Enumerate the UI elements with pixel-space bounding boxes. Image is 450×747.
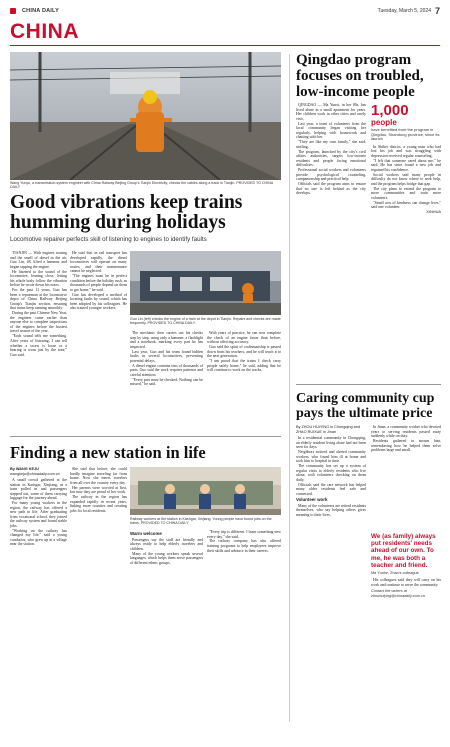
section-subhead: Warm welcome — [130, 531, 162, 536]
paragraph: Officials said the program aims to ensure that no one is left behind as the city develops. — [296, 182, 366, 196]
quote-text: We (as family) always put residents' needs ahead of our own. To me, he was both a teacher and friend. — [371, 533, 436, 569]
right-headline-2: Caring community cup pays the ultimate price — [296, 391, 435, 421]
paragraph: The community has set up a system of regular visits to elderly residents who live alone, with volunteers checking on them daily. — [296, 464, 366, 482]
paragraph: Last year, a team of volunteers from the local community began visiting her regularly, helping with housework and chatting with her. — [296, 121, 366, 140]
paragraph: He said that as rail transport has developed rapidly, the diesel locomotives still operate on many routes, and their maintenance cannot be neglected. — [70, 251, 127, 274]
paragraph: Last year, Guo and his team found hidden faults in several locomotives, preventing potential delays. — [130, 349, 203, 363]
byline-email: wangkeju@chinadaily.com.cn — [10, 471, 60, 476]
right-story2-col1 — [296, 425, 366, 518]
inset-photo — [130, 251, 281, 315]
paragraph: TIANJIN — With engines roaring and the smell of diesel in the air, Guo Lin, 48, lifted a hammer and began tapping the engine. — [10, 251, 67, 269]
paragraph: Guo said the spirit of craftsmanship is passed down from his teachers, and he will teach it to the next generation. — [207, 345, 281, 359]
inset-caption: Guo Lin (left) checks the engine of a train at the depot in Tianjin. Repairs and checks are made frequently. PROVIDED TO CHINA DAILY — [130, 317, 281, 326]
issue-date: Tuesday, March 5, 2024 — [377, 8, 431, 14]
paragraph: The railway in the region has expanded rapidly in recent years, linking more counties and creating jobs for local residents. — [70, 495, 127, 513]
right-story1-col2 — [371, 103, 441, 215]
paragraph: For many young workers in the region, the railway has offered a new path in life. After graduating from vocational school, they joined the railway system and found stable jobs. — [10, 501, 67, 528]
paragraph: Passengers say the staff are friendly and always ready to help elderly travelers and children. — [130, 537, 203, 551]
section-divider — [10, 45, 440, 46]
paragraph: Guo has developed a method of locating faults by sound, which has been adopted by his colleagues. He also trained younger workers. — [70, 292, 127, 311]
byline: By ZHOU HUIYING in Chongqing and ZHAO RUIXUE in Jinan — [296, 425, 360, 434]
paragraph: With years of practice, he can now complete the check of an engine faster than before, without affecting accuracy. — [207, 331, 281, 345]
hero-caption: Wang Yunyu, a transmission-system engineer with China Railway Beijing Group's Tianjin Electricity, checks the cables along a track in Tianjin. PROVIDED TO CHINA DAILY — [10, 181, 273, 190]
paragraph: Social workers said many people in difficulty do not know where to seek help, and the program helps bridge that gap. — [371, 172, 441, 186]
right-story1-col1 — [296, 103, 366, 196]
main-headline: Good vibrations keep trains humming during holidays — [10, 192, 243, 233]
paragraph: The railway company has also offered training programs to help employees improve their skills and advance in their careers. — [207, 539, 281, 553]
paragraph: In Shibei district, a young man who had lost his job and was struggling with depression received regular counseling. — [371, 144, 441, 158]
paragraph: Residents gathered to mourn him, remembering how he helped them solve problems large and small. — [371, 439, 441, 453]
china-daily-logo-icon — [10, 8, 16, 14]
stat-unit: people — [371, 118, 397, 127]
paragraph: "I am proud that the trains I check carry people safely home," he said, adding that he will continue to work on the tracks. — [207, 359, 281, 373]
paragraph: Officials said the care network has helped many older residents feel safe and connected. — [296, 482, 366, 496]
paragraph: "Each sound tells me something. After years of listening, I can tell whether a screw is loose or a bearing is worn just by the tone," Guo said. — [10, 334, 67, 357]
stat-callout — [371, 103, 441, 142]
paragraph: "Small acts of kindness can change lives," said one volunteer. — [371, 200, 441, 210]
paragraph: A small crowd gathered at the station in Kashgar, Xinjiang, as a train pulled in and passengers stepped out, some of them carrying luggage for the journey ahead. — [10, 478, 67, 501]
main-story-col1 — [10, 251, 67, 358]
story-divider — [296, 384, 441, 385]
paragraph: The program, launched by the city's civil affairs authorities, targets low-income residents and people facing emotional difficulties. — [296, 149, 366, 168]
paragraph: A diesel engine contains tens of thousands of parts. Guo said the work requires patience and careful attention. — [130, 363, 203, 377]
paragraph: For the past 11 years, Guo has been a repairman at the locomotive depot of China Railway Beijing Group's Tianjin section, ensuring that trains keep running smoothly. — [10, 288, 67, 311]
second-story-col4 — [207, 530, 281, 554]
paragraph: "Every part must be checked. Nothing can be missed," he said. — [130, 377, 203, 387]
contact-line: Contact the writers at zhouhuiying@chinadaily.com.cn — [371, 589, 426, 598]
second-story-photo — [130, 467, 281, 515]
byline-name: By WANG KEJU — [10, 467, 39, 471]
second-story-caption: Railway workers at the station in Kashgar, Xinjiang. Young people have found jobs on the trains. PROVIDED TO CHINA DAILY — [130, 517, 272, 526]
second-headline: Finding a new station in life — [10, 443, 206, 462]
right-headline-1: Qingdao program focuses on troubled, low-income people — [296, 52, 424, 100]
column-separator — [289, 54, 290, 722]
stat-value: 1,000 — [371, 102, 409, 119]
stat-description: have benefited from the program in Qingdao, Shandong province, since its launch — [371, 127, 440, 142]
story-divider — [10, 436, 281, 437]
pull-quote — [371, 533, 441, 598]
paragraph: "Working on the railway has changed my life," said a young conductor, who grew up in a village near the station. — [10, 528, 67, 547]
paragraph: "The engines must be in perfect condition before the holiday rush, as thousands of people depend on them to get home," he said. — [70, 274, 127, 292]
paragraph: "I felt that someone cared about me," he said. He has since found a new job and regained his confidence. — [371, 158, 441, 172]
hero-photo — [10, 52, 281, 180]
paragraph: During the past Chinese New Year, the engineer came earlier than anyone else to complete inspections of the engines before the busiest travel season of the year. — [10, 311, 67, 334]
paragraph: Her parents were worried at first, but now they are proud of her work. — [70, 485, 127, 495]
source-credit: XINHUA — [426, 209, 441, 215]
main-story-col4 — [207, 331, 281, 373]
right-story2-col2-top — [371, 425, 441, 453]
paragraph: Neighbors noticed and alerted community workers, who found him ill at home and took him to hospital in time. — [296, 450, 366, 464]
paragraph: Professional social workers and volunteers provide psychological counseling, companionship and practical help. — [296, 168, 366, 182]
paragraph: "Every trip is different. I learn something new every day," she said. — [207, 530, 281, 539]
paragraph: QINGDAO — Ma Yunxi, in her 80s, has lived alone in a small apartment for years. Her children work in other cities and rarely visit. — [296, 103, 366, 121]
main-story-col3 — [130, 331, 203, 387]
paragraph: His colleagues said they will carry on his work and continue to serve the community. — [371, 578, 441, 587]
paragraph: "They are like my own family," she said, smiling. — [296, 140, 366, 149]
second-story-col2 — [70, 467, 127, 514]
paragraph: Many of the volunteers are retired residents themselves, who say helping others gives meaning to their lives. — [296, 503, 366, 517]
paragraph: The mechanic then carries out his checks step by step, using only a hammer, a flashlight and a notebook, marking every part he has inspected. — [130, 331, 203, 349]
page-number: 7 — [434, 6, 440, 16]
main-story-col2 — [70, 251, 127, 311]
paragraph: In a residential community in Chongqing, an elderly resident living alone had not been seen for days. — [296, 436, 366, 450]
main-subheadline: Locomotive repairer perfects skill of listening to engines to identify faults — [10, 236, 207, 243]
section-subhead: Volunteer work — [296, 497, 328, 503]
masthead-logo: CHINA DAILY — [22, 8, 59, 14]
second-story-col1 — [10, 467, 67, 547]
paragraph: He listened to the sound of the locomotive, leaning close, letting his whole body follow the vibration before he wrote down his notes. — [10, 269, 67, 288]
paragraph: The city plans to extend the program to more communities and train more volunteers. — [371, 186, 441, 200]
paragraph: In Jinan, a community worker who devoted years to serving residents passed away suddenly while on duty. — [371, 425, 441, 439]
quote-source: Ma Yunhe, Zhao's colleague — [371, 571, 419, 576]
masthead — [10, 5, 440, 17]
paragraph: She said that before, she could hardly imagine traveling far from home. Now she meets travelers from all over the country every day. — [70, 467, 127, 485]
paragraph: Many of the young workers speak several languages, which helps them serve passengers of different ethnic groups. — [130, 551, 203, 565]
section-title: CHINA — [10, 20, 79, 43]
second-story-col3 — [130, 530, 203, 566]
